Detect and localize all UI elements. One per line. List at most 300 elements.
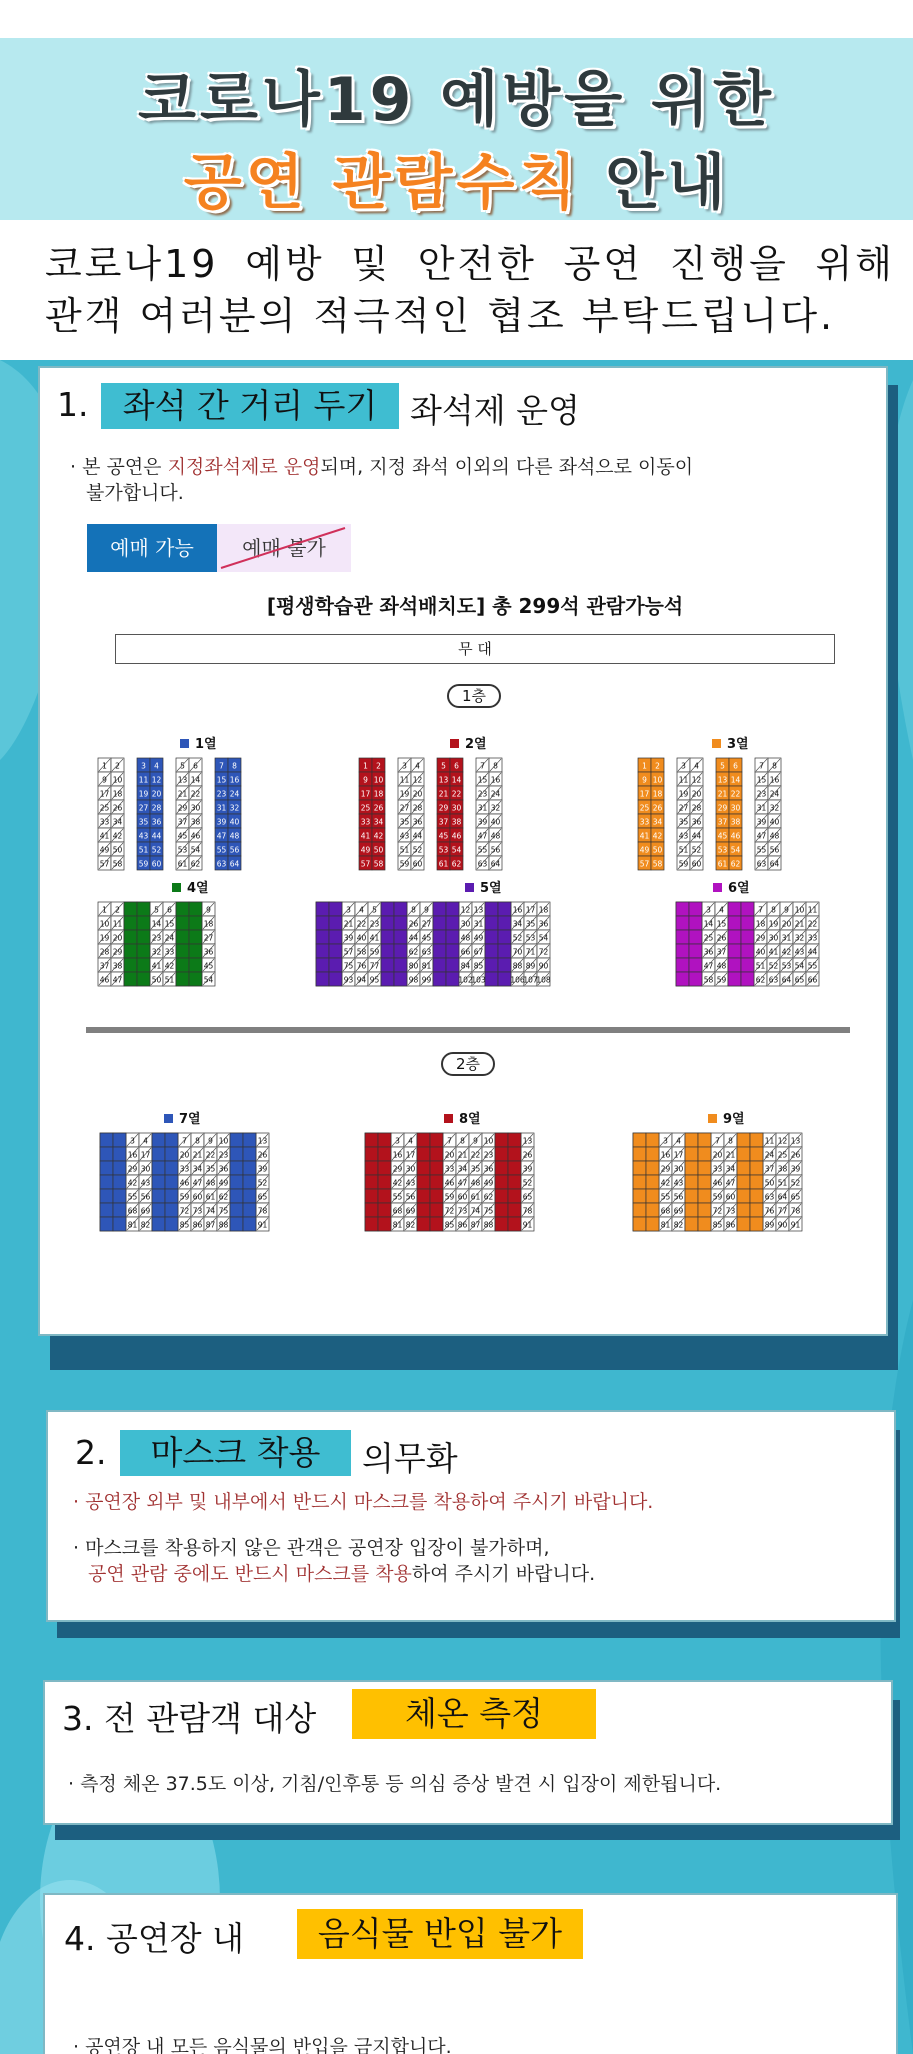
- seat: [430, 1133, 443, 1147]
- svg-text:21: 21: [725, 1150, 736, 1160]
- svg-text:73: 73: [725, 1206, 736, 1216]
- svg-text:22: 22: [730, 789, 741, 799]
- seat: [372, 842, 385, 856]
- seat: [150, 930, 163, 944]
- seat: [702, 944, 715, 958]
- seat: [793, 902, 806, 916]
- svg-text:91: 91: [522, 1220, 533, 1230]
- seat: [729, 772, 742, 786]
- seat: [450, 800, 463, 814]
- seat: [355, 958, 368, 972]
- seat: [407, 930, 420, 944]
- svg-text:61: 61: [470, 1192, 481, 1202]
- svg-text:6: 6: [733, 761, 738, 771]
- seat: [793, 944, 806, 958]
- svg-text:43: 43: [138, 831, 149, 841]
- svg-text:80: 80: [408, 961, 419, 971]
- svg-text:29: 29: [717, 803, 728, 813]
- svg-text:14: 14: [451, 775, 462, 785]
- svg-text:53: 53: [717, 845, 728, 855]
- seat: [256, 1203, 269, 1217]
- svg-text:21: 21: [457, 1150, 468, 1160]
- svg-text:42: 42: [781, 947, 792, 957]
- seat: [677, 814, 690, 828]
- seat: [165, 1161, 178, 1175]
- seat: [417, 1189, 430, 1203]
- svg-text:102: 102: [458, 975, 473, 985]
- svg-text:78: 78: [257, 1206, 268, 1216]
- svg-text:4: 4: [408, 1136, 413, 1146]
- seat: [489, 828, 502, 842]
- svg-text:64: 64: [229, 859, 240, 869]
- svg-text:56: 56: [673, 1192, 684, 1202]
- seat: [398, 856, 411, 870]
- seat: [256, 1147, 269, 1161]
- seat: [482, 1189, 495, 1203]
- svg-text:30: 30: [405, 1164, 416, 1174]
- row-label: [465, 880, 502, 896]
- seat: [793, 972, 806, 986]
- svg-text:86: 86: [457, 1220, 468, 1230]
- seat: [126, 1133, 139, 1147]
- seat: [398, 772, 411, 786]
- svg-text:51: 51: [399, 845, 410, 855]
- svg-text:15: 15: [216, 775, 227, 785]
- seat: [191, 1203, 204, 1217]
- seat: [476, 758, 489, 772]
- seat: [536, 972, 551, 986]
- seat: [189, 958, 202, 972]
- seat: [485, 944, 498, 958]
- svg-text:13: 13: [177, 775, 188, 785]
- svg-text:55: 55: [477, 845, 488, 855]
- seat: [793, 930, 806, 944]
- seat: [459, 930, 472, 944]
- seat: [633, 1217, 646, 1231]
- seat: [124, 916, 137, 930]
- seat: [111, 758, 124, 772]
- svg-text:75: 75: [483, 1206, 494, 1216]
- svg-text:28: 28: [151, 803, 162, 813]
- seat: [724, 1217, 737, 1231]
- seat: [189, 758, 202, 772]
- seat: [676, 930, 689, 944]
- svg-text:24: 24: [229, 789, 240, 799]
- svg-text:88: 88: [512, 961, 523, 971]
- seat: [776, 1133, 789, 1147]
- seat: [417, 1161, 430, 1175]
- seat: [689, 944, 702, 958]
- seat: [100, 1175, 113, 1189]
- seat: [450, 758, 463, 772]
- seat: [450, 772, 463, 786]
- seat: [228, 758, 241, 772]
- seat: [716, 842, 729, 856]
- seat: [482, 1161, 495, 1175]
- svg-text:39: 39: [216, 817, 227, 827]
- seat: [469, 1189, 482, 1203]
- svg-text:28: 28: [691, 803, 702, 813]
- row-label: [708, 1111, 745, 1127]
- seat: [111, 972, 124, 986]
- seat: [537, 916, 550, 930]
- seat: [189, 972, 202, 986]
- seat: [189, 772, 202, 786]
- seat: [511, 944, 524, 958]
- seat: [677, 856, 690, 870]
- seat: [111, 856, 124, 870]
- svg-text:62: 62: [408, 947, 419, 957]
- seat: [417, 1175, 430, 1189]
- seat: [793, 916, 806, 930]
- svg-text:7: 7: [759, 761, 764, 771]
- seat: [230, 1203, 243, 1217]
- seat: [176, 902, 189, 916]
- seat: [472, 916, 485, 930]
- seat: [150, 972, 163, 986]
- seat: [398, 814, 411, 828]
- svg-text:74: 74: [470, 1206, 481, 1216]
- svg-text:2열: 2열: [465, 737, 487, 752]
- svg-text:24: 24: [164, 933, 175, 943]
- seat: [469, 1133, 482, 1147]
- svg-text:37: 37: [99, 961, 110, 971]
- svg-text:20: 20: [444, 1150, 455, 1160]
- svg-text:27: 27: [203, 933, 214, 943]
- svg-text:45: 45: [421, 933, 432, 943]
- row-label: [450, 736, 487, 752]
- seat: [215, 786, 228, 800]
- seat: [659, 1175, 672, 1189]
- svg-text:8: 8: [493, 761, 498, 771]
- seat: [715, 944, 728, 958]
- seat: [737, 1189, 750, 1203]
- svg-text:44: 44: [408, 933, 419, 943]
- svg-text:46: 46: [179, 1178, 190, 1188]
- svg-text:22: 22: [356, 919, 367, 929]
- seat: [793, 958, 806, 972]
- seat: [763, 1203, 776, 1217]
- svg-text:44: 44: [151, 831, 162, 841]
- seat: [202, 902, 215, 916]
- seat: [450, 828, 463, 842]
- seat: [381, 958, 394, 972]
- seat: [459, 958, 472, 972]
- svg-text:72: 72: [179, 1206, 190, 1216]
- seat: [430, 1175, 443, 1189]
- svg-text:9: 9: [206, 905, 211, 915]
- seat: [750, 1175, 763, 1189]
- seat: [711, 1217, 724, 1231]
- svg-text:3: 3: [663, 1136, 668, 1146]
- svg-text:42: 42: [660, 1178, 671, 1188]
- seat: [126, 1217, 139, 1231]
- svg-text:9: 9: [208, 1136, 213, 1146]
- seat: [672, 1217, 685, 1231]
- svg-text:26: 26: [790, 1150, 801, 1160]
- svg-text:91: 91: [257, 1220, 268, 1230]
- seat: [378, 1161, 391, 1175]
- seat: [163, 902, 176, 916]
- svg-text:88: 88: [218, 1220, 229, 1230]
- seat: [446, 958, 459, 972]
- svg-text:58: 58: [356, 947, 367, 957]
- seat: [690, 758, 703, 772]
- seat: [633, 1161, 646, 1175]
- seat: [690, 842, 703, 856]
- seat: [176, 772, 189, 786]
- svg-text:20: 20: [412, 789, 423, 799]
- seat: [780, 902, 793, 916]
- seat: [469, 1203, 482, 1217]
- seat: [482, 1217, 495, 1231]
- seat: [230, 1133, 243, 1147]
- svg-text:18: 18: [373, 789, 384, 799]
- svg-text:16: 16: [392, 1150, 403, 1160]
- section2-rest: 의무화: [362, 1439, 458, 1478]
- seat: [437, 772, 450, 786]
- svg-text:30: 30: [673, 1164, 684, 1174]
- seat: [521, 1217, 534, 1231]
- svg-text:107: 107: [523, 975, 538, 985]
- svg-text:16: 16: [769, 775, 780, 785]
- svg-text:40: 40: [755, 947, 766, 957]
- seat: [420, 944, 433, 958]
- svg-text:41: 41: [151, 961, 162, 971]
- svg-text:11: 11: [678, 775, 689, 785]
- seat: [537, 958, 550, 972]
- seat: [776, 1189, 789, 1203]
- svg-text:33: 33: [164, 947, 175, 957]
- row-label: [172, 880, 209, 896]
- title-rest: 안내: [605, 148, 730, 218]
- seat: [342, 958, 355, 972]
- seat: [98, 814, 111, 828]
- seat: [150, 842, 163, 856]
- seat: [724, 1133, 737, 1147]
- seat: [204, 1203, 217, 1217]
- svg-text:49: 49: [360, 845, 371, 855]
- svg-text:48: 48: [470, 1178, 481, 1188]
- seat: [728, 958, 741, 972]
- svg-text:62: 62: [451, 859, 462, 869]
- seat: [768, 856, 781, 870]
- seat: [372, 772, 385, 786]
- svg-text:29: 29: [127, 1164, 138, 1174]
- svg-text:26: 26: [522, 1150, 533, 1160]
- svg-text:36: 36: [483, 1164, 494, 1174]
- svg-text:5: 5: [441, 761, 446, 771]
- seat: [368, 944, 381, 958]
- svg-text:48: 48: [769, 831, 780, 841]
- seat: [150, 958, 163, 972]
- svg-text:34: 34: [192, 1164, 203, 1174]
- svg-text:36: 36: [151, 817, 162, 827]
- seat: [165, 1189, 178, 1203]
- svg-text:4열: 4열: [187, 881, 209, 896]
- seat: [191, 1189, 204, 1203]
- svg-text:19: 19: [138, 789, 149, 799]
- svg-text:46: 46: [451, 831, 462, 841]
- svg-text:10: 10: [652, 775, 663, 785]
- seat: [355, 930, 368, 944]
- svg-text:6열: 6열: [728, 881, 750, 896]
- seat: [124, 972, 137, 986]
- section4-highlight: 음식물 반입 불가: [297, 1909, 583, 1959]
- seat: [685, 1133, 698, 1147]
- seat: [508, 1189, 521, 1203]
- seat: [469, 1161, 482, 1175]
- row-label: [164, 1111, 201, 1127]
- seat: [685, 1147, 698, 1161]
- svg-text:7열: 7열: [179, 1112, 201, 1127]
- seat: [443, 1147, 456, 1161]
- seat: [365, 1161, 378, 1175]
- svg-text:46: 46: [730, 831, 741, 841]
- svg-text:38: 38: [730, 817, 741, 827]
- svg-text:36: 36: [538, 919, 549, 929]
- seat: [178, 1175, 191, 1189]
- svg-text:106: 106: [510, 975, 525, 985]
- svg-text:50: 50: [652, 845, 663, 855]
- seat: [729, 842, 742, 856]
- seat: [754, 944, 767, 958]
- seat: [178, 1147, 191, 1161]
- seat: [256, 1189, 269, 1203]
- svg-text:8: 8: [195, 1136, 200, 1146]
- seat: [430, 1217, 443, 1231]
- svg-text:71: 71: [525, 947, 536, 957]
- svg-text:44: 44: [412, 831, 423, 841]
- seat: [165, 1147, 178, 1161]
- svg-text:34: 34: [652, 817, 663, 827]
- seat: [750, 1217, 763, 1231]
- seat: [420, 930, 433, 944]
- svg-text:62: 62: [218, 1192, 229, 1202]
- svg-text:24: 24: [769, 789, 780, 799]
- svg-text:21: 21: [177, 789, 188, 799]
- seat: [394, 972, 407, 986]
- section3-highlight: 체온 측정: [352, 1689, 596, 1739]
- seat: [524, 944, 537, 958]
- svg-text:3: 3: [681, 761, 686, 771]
- seat: [498, 944, 511, 958]
- svg-text:64: 64: [490, 859, 501, 869]
- svg-text:40: 40: [490, 817, 501, 827]
- svg-text:28: 28: [99, 947, 110, 957]
- svg-text:10: 10: [794, 905, 805, 915]
- seat: [126, 1189, 139, 1203]
- seat: [152, 1217, 165, 1231]
- seat: [111, 902, 124, 916]
- seat: [698, 1147, 711, 1161]
- seat: [150, 786, 163, 800]
- svg-text:90: 90: [777, 1220, 788, 1230]
- svg-text:60: 60: [412, 859, 423, 869]
- seat: [755, 814, 768, 828]
- seat: [411, 800, 424, 814]
- seat: [443, 1175, 456, 1189]
- svg-text:59: 59: [678, 859, 689, 869]
- svg-text:17: 17: [360, 789, 371, 799]
- svg-text:31: 31: [756, 803, 767, 813]
- svg-text:4: 4: [719, 905, 724, 915]
- seat: [690, 786, 703, 800]
- seat: [638, 772, 651, 786]
- seat: [433, 972, 446, 986]
- seat: [741, 916, 754, 930]
- svg-text:89: 89: [525, 961, 536, 971]
- seat: [456, 1175, 469, 1189]
- svg-text:20: 20: [179, 1150, 190, 1160]
- svg-text:52: 52: [257, 1178, 268, 1188]
- seat: [411, 786, 424, 800]
- seat: [215, 800, 228, 814]
- seat: [437, 786, 450, 800]
- seat: [391, 1161, 404, 1175]
- svg-text:21: 21: [192, 1150, 203, 1160]
- svg-text:22: 22: [205, 1150, 216, 1160]
- svg-text:50: 50: [373, 845, 384, 855]
- seat: [443, 1203, 456, 1217]
- svg-text:82: 82: [140, 1220, 151, 1230]
- svg-text:81: 81: [127, 1220, 138, 1230]
- svg-text:103: 103: [471, 975, 486, 985]
- intro-line2: 관객 여러분의 적극적인 협조 부탁드립니다.: [45, 294, 836, 338]
- seat: [98, 786, 111, 800]
- seat: [165, 1133, 178, 1147]
- seat: [215, 856, 228, 870]
- svg-text:11: 11: [138, 775, 149, 785]
- seat: [763, 1147, 776, 1161]
- seat: [489, 814, 502, 828]
- seat: [446, 972, 459, 986]
- section4-prefix: 4. 공연장 내: [64, 1919, 244, 1958]
- svg-text:69: 69: [673, 1206, 684, 1216]
- seat: [98, 828, 111, 842]
- seat: [485, 972, 498, 986]
- svg-text:3열: 3열: [727, 737, 749, 752]
- svg-text:65: 65: [794, 975, 805, 985]
- svg-text:60: 60: [457, 1192, 468, 1202]
- seat: [411, 758, 424, 772]
- seat: [456, 1133, 469, 1147]
- seat: [476, 856, 489, 870]
- seat: [204, 1189, 217, 1203]
- svg-text:38: 38: [451, 817, 462, 827]
- seat: [176, 944, 189, 958]
- seat: [407, 944, 420, 958]
- svg-text:65: 65: [257, 1192, 268, 1202]
- seat: [715, 972, 728, 986]
- section2-highlight: 마스크 착용: [120, 1430, 351, 1476]
- svg-text:39: 39: [790, 1164, 801, 1174]
- seat: [372, 814, 385, 828]
- svg-text:25: 25: [99, 803, 110, 813]
- svg-text:36: 36: [218, 1164, 229, 1174]
- seat: [780, 972, 793, 986]
- svg-text:29: 29: [755, 933, 766, 943]
- seat: [755, 772, 768, 786]
- svg-text:51: 51: [164, 975, 175, 985]
- seat: [176, 786, 189, 800]
- svg-text:59: 59: [716, 975, 727, 985]
- seat: [202, 944, 215, 958]
- svg-text:42: 42: [112, 831, 123, 841]
- svg-text:35: 35: [470, 1164, 481, 1174]
- seat: [150, 758, 163, 772]
- svg-text:55: 55: [660, 1192, 671, 1202]
